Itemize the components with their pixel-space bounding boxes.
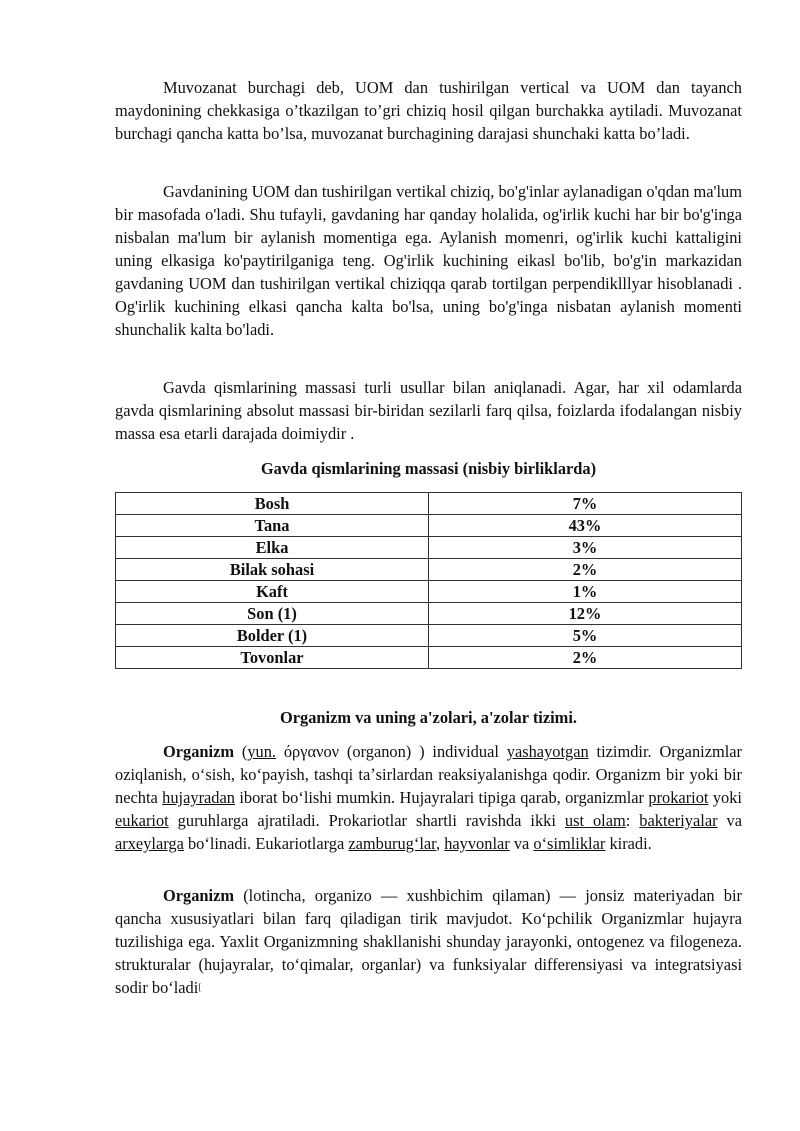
body-part-cell: Son (1) xyxy=(116,603,429,625)
link-hayvonlar[interactable]: hayvonlar xyxy=(444,834,510,853)
mass-percent-cell: 12% xyxy=(429,603,742,625)
body-part-cell: Kaft xyxy=(116,581,429,603)
footnote-marker[interactable]: [ xyxy=(198,982,202,992)
table-row xyxy=(116,559,742,581)
body-mass-table xyxy=(115,492,742,669)
paragraph-organism-definition xyxy=(115,740,742,855)
body-part-cell: Elka xyxy=(116,537,429,559)
link-eukariot[interactable]: eukariot xyxy=(115,811,169,830)
text-run: kiradi. xyxy=(605,834,652,853)
text-run: , xyxy=(435,834,445,853)
table-body xyxy=(116,493,742,669)
term-organizm: Organizm xyxy=(163,886,235,905)
link-prokariot[interactable]: prokariot xyxy=(648,788,709,807)
text-run: : xyxy=(625,811,640,830)
link-hujayradan[interactable]: hujayradan xyxy=(162,788,235,807)
mass-percent-cell: 2% xyxy=(429,559,742,581)
table-row xyxy=(116,603,742,625)
term-organizm: Organizm xyxy=(163,742,235,761)
link-yashayotgan[interactable]: yashayotgan xyxy=(506,742,589,761)
mass-percent-cell: 2% xyxy=(429,647,742,669)
mass-percent-cell: 3% xyxy=(429,537,742,559)
link-yun[interactable]: yun. xyxy=(247,742,277,761)
text-run: (lotincha, organizo — xushbichim qilaman) — jonsiz materiyadan bir qancha xususiyatlari bilan farq qiladigan tirik mavjudot. Koʻpchilik Organizmlar hujayra tuzilishiga ega. Yaxlit Organizmning shakllanishi shunday jarayonki, ontogenez va filogeneza. strukturalar (hujayralar, toʻqimalar, organlar) va funksiyalar differensiyasi va integratsiyasi sodir boʻladi xyxy=(115,886,742,997)
text-run: va xyxy=(509,834,534,853)
section-title: Organizm va uning a'zolari, a'zolar tizimi. xyxy=(280,708,577,727)
body-part-cell: Tovonlar xyxy=(116,647,429,669)
text-run: boʻlinadi. Eukariotlarga xyxy=(183,834,349,853)
table-row xyxy=(116,647,742,669)
mass-percent-cell: 5% xyxy=(429,625,742,647)
paragraph-body-mass: Gavda qismlarining massasi turli usullar bilan aniqlanadi. Agar, har xil odamlarda gavda qismlarining absolut massasi bir-biridan sezilarli farq qilsa, foizlarda ifodalangan nisbiy massa esa etarli darajada doimiydir . xyxy=(115,378,742,443)
table-row xyxy=(116,581,742,603)
text-run: guruhlarga ajratiladi. Prokariotlar shartli ravishda ikki xyxy=(168,811,565,830)
text-run: ( xyxy=(234,742,248,761)
table-row xyxy=(116,625,742,647)
mass-percent-cell: 43% xyxy=(429,515,742,537)
paragraph-organism-latin xyxy=(115,884,742,999)
body-part-cell: Bilak sohasi xyxy=(116,559,429,581)
text-run: όργανον (organon) ) individual xyxy=(276,742,507,761)
paragraph-equilibrium-angle: Muvozanat burchagi deb, UOM dan tushirilgan vertical va UOM dan tayanch maydonining chekkasiga o’tkazilgan to’gri chiziq hosil qilgan burchakka aytiladi. Muvozanat burchagi qancha katta bo’lsa, muvozanat burchagining darajasi shunchaki katta bo’ladi. xyxy=(115,78,742,143)
body-part-cell: Bosh xyxy=(116,493,429,515)
table-title: Gavda qismlarining massasi (nisbiy birliklarda) xyxy=(260,459,597,478)
link-zamburuglar[interactable]: zamburugʻlar xyxy=(348,834,436,853)
text-run: va xyxy=(717,811,743,830)
link-osimliklar[interactable]: oʻsimliklar xyxy=(533,834,606,853)
body-part-cell: Bolder (1) xyxy=(116,625,429,647)
paragraph-gravity-moment: Gavdanining UOM dan tushirilgan vertikal chiziq, bo'g'inlar aylanadigan o'qdan ma'lum bir masofada o'ladi. Shu tufayli, gavdaning har qanday holalida, og'irlik kuchi har bir bo'g'inga nisbalan ma'lum bir aylanish momentiga ega. Aylanish momenri, og'irlik kuchi kattaligini uning elkasiga ko'paytirilganiga teng. Og'irlik kuchining eikasl bo'lib, bo'g'in markazidan gavdaning UOM dan tushirilgan vertikal chiziqqa qarab tortilgan perpendiklllyar hisoblanadi . Og'irlik kuchining elkasi qancha kalta bo'lsa, uning bo'g'inga nisbatan aylanish momenti shunchalik kalta bo'ladi. xyxy=(115,182,742,339)
mass-percent-cell: 1% xyxy=(429,581,742,603)
text-run: iborat boʻlishi mumkin. Hujayralari tipiga qarab, organizmlar xyxy=(234,788,649,807)
link-bakteriyalar[interactable]: bakteriyalar xyxy=(639,811,718,830)
text-run: yoki xyxy=(708,788,742,807)
mass-percent-cell: 7% xyxy=(429,493,742,515)
link-ust-olam[interactable]: ust olam xyxy=(564,811,626,830)
table-row xyxy=(116,537,742,559)
body-part-cell: Tana xyxy=(116,515,429,537)
link-arxeylarga[interactable]: arxeylarga xyxy=(115,834,184,853)
table-row xyxy=(116,515,742,537)
table-row xyxy=(116,493,742,515)
text-run: tizimdir. Organizmlar oziqlanish, oʻsish, koʻpayish, tashqi taʼsirlardan reaksiyalanishga qodir. Organizm bir yoki bir nechta xyxy=(115,742,743,807)
